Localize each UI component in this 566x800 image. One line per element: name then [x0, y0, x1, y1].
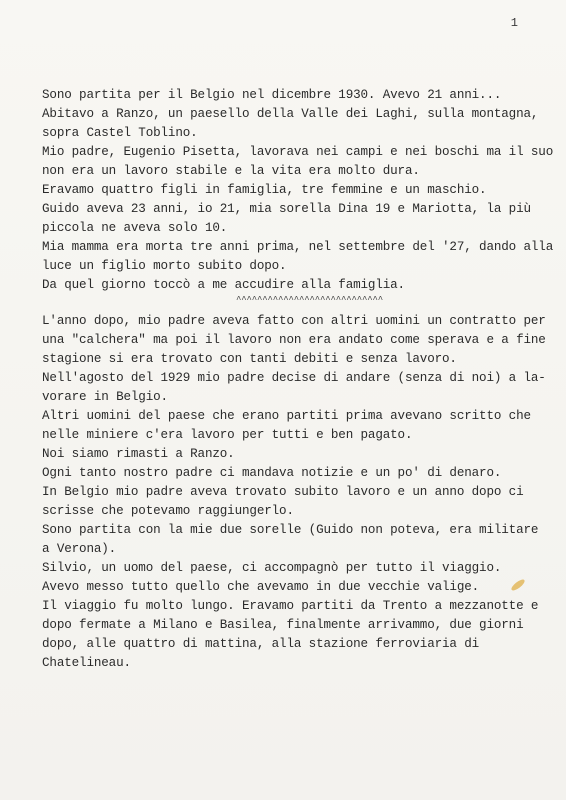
text-line: Nell'agosto del 1929 mio padre decise di andare (senza di noi) a la-	[42, 371, 546, 385]
text-line: scrisse che potevamo raggiungerlo.	[42, 504, 294, 518]
text-line: a Verona).	[42, 542, 117, 556]
text-line: Avevo messo tutto quello che avevamo in due vecchie valige.	[42, 580, 480, 594]
text-line: vorare in Belgio.	[42, 390, 168, 404]
text-line: Mia mamma era morta tre anni prima, nel settembre del '27, dando alla	[42, 240, 554, 254]
text-line: Noi siamo rimasti a Ranzo.	[42, 447, 235, 461]
text-line: In Belgio mio padre aveva trovato subito lavoro e un anno dopo ci	[42, 485, 524, 499]
page-number: 1	[510, 16, 518, 30]
text-line: Sono partita per il Belgio nel dicembre 1930. Avevo 21 anni...	[42, 88, 502, 102]
paragraph-block-2	[42, 312, 546, 673]
text-line: una "calchera" ma poi il lavoro non era andato come sperava e a fine	[42, 333, 546, 347]
text-line: non era un lavoro stabile e la vita era molto dura.	[42, 164, 420, 178]
text-line: L'anno dopo, mio padre aveva fatto con altri uomini un contratto per	[42, 314, 546, 328]
text-line: nelle miniere c'era lavoro per tutti e ben pagato.	[42, 428, 413, 442]
text-line: Sono partita con la mie due sorelle (Guido non poteva, era militare	[42, 523, 539, 537]
text-line: Silvio, un uomo del paese, ci accompagnò per tutto il viaggio.	[42, 561, 502, 575]
text-line: Il viaggio fu molto lungo. Eravamo partiti da Trento a mezzanotte e	[42, 599, 539, 613]
paragraph-block-1	[42, 86, 554, 295]
caret-separator: ^^^^^^^^^^^^^^^^^^^^^^^^^^^^	[236, 295, 384, 305]
section-gap	[42, 305, 542, 312]
text-line: dopo fermate a Milano e Basilea, finalmente arrivammo, due giorni	[42, 618, 524, 632]
text-line: dopo, alle quattro di mattina, alla stazione ferroviaria di	[42, 637, 480, 651]
text-line: Ogni tanto nostro padre ci mandava notizie e un po' di denaro.	[42, 466, 502, 480]
text-line: Abitavo a Ranzo, un paesello della Valle dei Laghi, sulla montagna,	[42, 107, 539, 121]
text-line: sopra Castel Toblino.	[42, 126, 198, 140]
text-line: stagione si era trovato con tanti debiti e senza lavoro.	[42, 352, 457, 366]
text-line: Da quel giorno toccò a me accudire alla famiglia.	[42, 278, 405, 292]
text-line: luce un figlio morto subito dopo.	[42, 259, 287, 273]
text-line: Chatelineau.	[42, 656, 131, 670]
document-body	[42, 86, 554, 673]
text-line: Eravamo quattro figli in famiglia, tre femmine e un maschio.	[42, 183, 487, 197]
text-line: Mio padre, Eugenio Pisetta, lavorava nei campi e nei boschi ma il suo	[42, 145, 554, 159]
text-line: piccola ne aveva solo 10.	[42, 221, 228, 235]
text-line: Altri uomini del paese che erano partiti prima avevano scritto che	[42, 409, 531, 423]
text-line: Guido aveva 23 anni, io 21, mia sorella Dina 19 e Mariotta, la più	[42, 202, 531, 216]
